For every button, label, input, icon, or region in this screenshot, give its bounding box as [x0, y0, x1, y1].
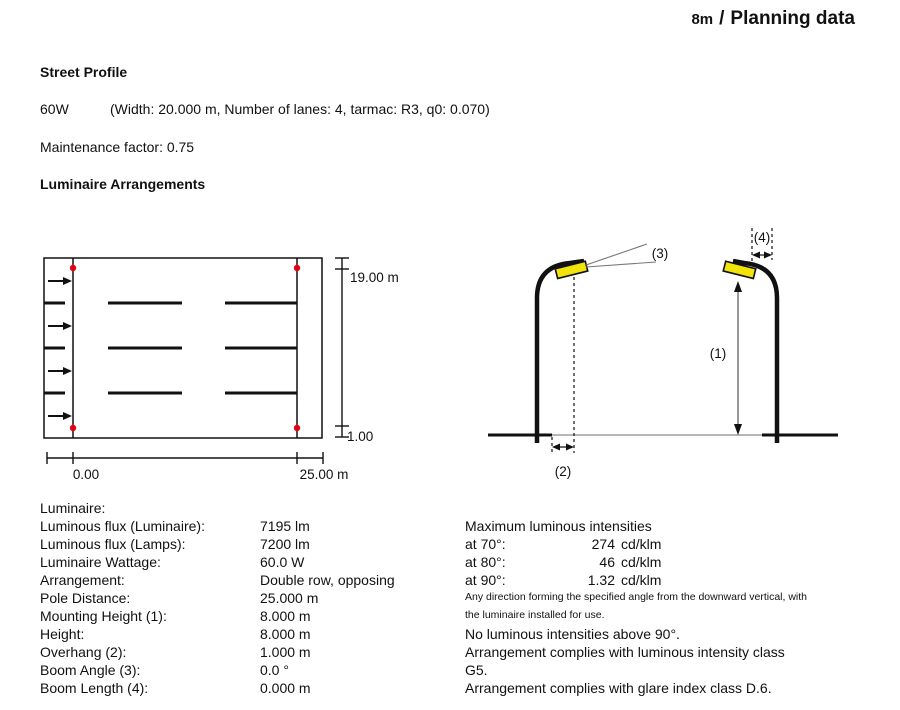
data-row: Luminaire Wattage: 60.0 W — [40, 554, 305, 570]
luminaire-marker — [70, 425, 76, 431]
data-row: Arrangement: Double row, opposing — [40, 572, 395, 588]
luminaire-data-list — [40, 499, 395, 697]
intensity-note: Arrangement complies with luminous intensity class — [465, 644, 785, 660]
data-row: Boom Angle (3): 0.0 ° — [40, 662, 289, 678]
street-profile-heading: Street Profile — [40, 64, 128, 80]
luminaire-marker — [70, 265, 76, 271]
intensity-row: at 70°: 274 cd/klm — [465, 536, 662, 552]
title-separator: / — [719, 8, 725, 29]
label-mounting-height: (1) — [709, 346, 727, 361]
data-row: Luminaire: — [40, 500, 106, 516]
data-row: Boom Length (4): 0.000 m — [40, 680, 311, 696]
max-intensities-block — [465, 517, 865, 697]
data-row: Luminous flux (Lamps): 7200 lm — [40, 536, 310, 552]
label-boom-angle: (3) — [651, 246, 669, 261]
data-row: Pole Distance: 25.000 m — [40, 590, 319, 606]
pole-elevation-diagram — [470, 210, 890, 490]
label-overhang: (2) — [554, 464, 572, 479]
label-boom-length: (4) — [753, 230, 771, 245]
overhang-dimension — [552, 444, 574, 451]
maintenance-factor: Maintenance factor: 0.75 — [40, 139, 195, 155]
street-spec-line — [40, 101, 490, 117]
mounting-height-dimension — [734, 281, 742, 435]
dim-label-25m: 25.00 m — [299, 467, 349, 482]
intensity-footnote-line2: the luminaire installed for use. — [465, 609, 605, 621]
dim-label-1m: 1.00 — [347, 429, 374, 444]
report-title: Planning data — [730, 8, 855, 29]
data-row: Overhang (2): 1.000 m — [40, 644, 311, 660]
intensity-note: Arrangement complies with glare index class D.6. — [465, 680, 772, 696]
street-name: 60W — [40, 101, 69, 117]
max-intensities-heading: Maximum luminous intensities — [465, 518, 652, 534]
left-pole — [537, 261, 584, 443]
dim-label-19m: 19.00 m — [350, 270, 399, 285]
lane-divider-markings — [44, 303, 297, 393]
street-plan-diagram — [30, 240, 450, 490]
data-row: Luminous flux (Luminaire): 7195 lm — [40, 518, 310, 534]
intensity-row: at 90°: 1.32 cd/klm — [465, 572, 662, 588]
boom-angle-line-lower — [586, 262, 656, 267]
dim-label-0: 0.00 — [72, 467, 100, 482]
data-row: Height: 8.000 m — [40, 626, 311, 642]
page-title — [691, 8, 855, 30]
intensity-footnote-line1: Any direction forming the specified angle from the downward vertical, with — [465, 591, 807, 603]
data-row: Mounting Height (1): 8.000 m — [40, 608, 311, 624]
intensity-row: at 80°: 46 cd/klm — [465, 554, 662, 570]
luminaire-marker — [294, 265, 300, 271]
luminaire-marker — [294, 425, 300, 431]
street-spec: (Width: 20.000 m, Number of lanes: 4, tarmac: R3, q0: 0.070) — [110, 101, 490, 117]
intensity-note: No luminous intensities above 90°. — [465, 626, 680, 642]
width-dimension-line — [335, 258, 349, 437]
luminaire-arrangements-heading: Luminaire Arrangements — [40, 176, 206, 192]
intensity-note: G5. — [465, 662, 488, 678]
length-dimension-line — [47, 452, 323, 464]
project-name: 8m — [691, 11, 714, 28]
boom-angle-line-upper — [586, 244, 647, 265]
boom-length-dimension — [752, 252, 772, 259]
